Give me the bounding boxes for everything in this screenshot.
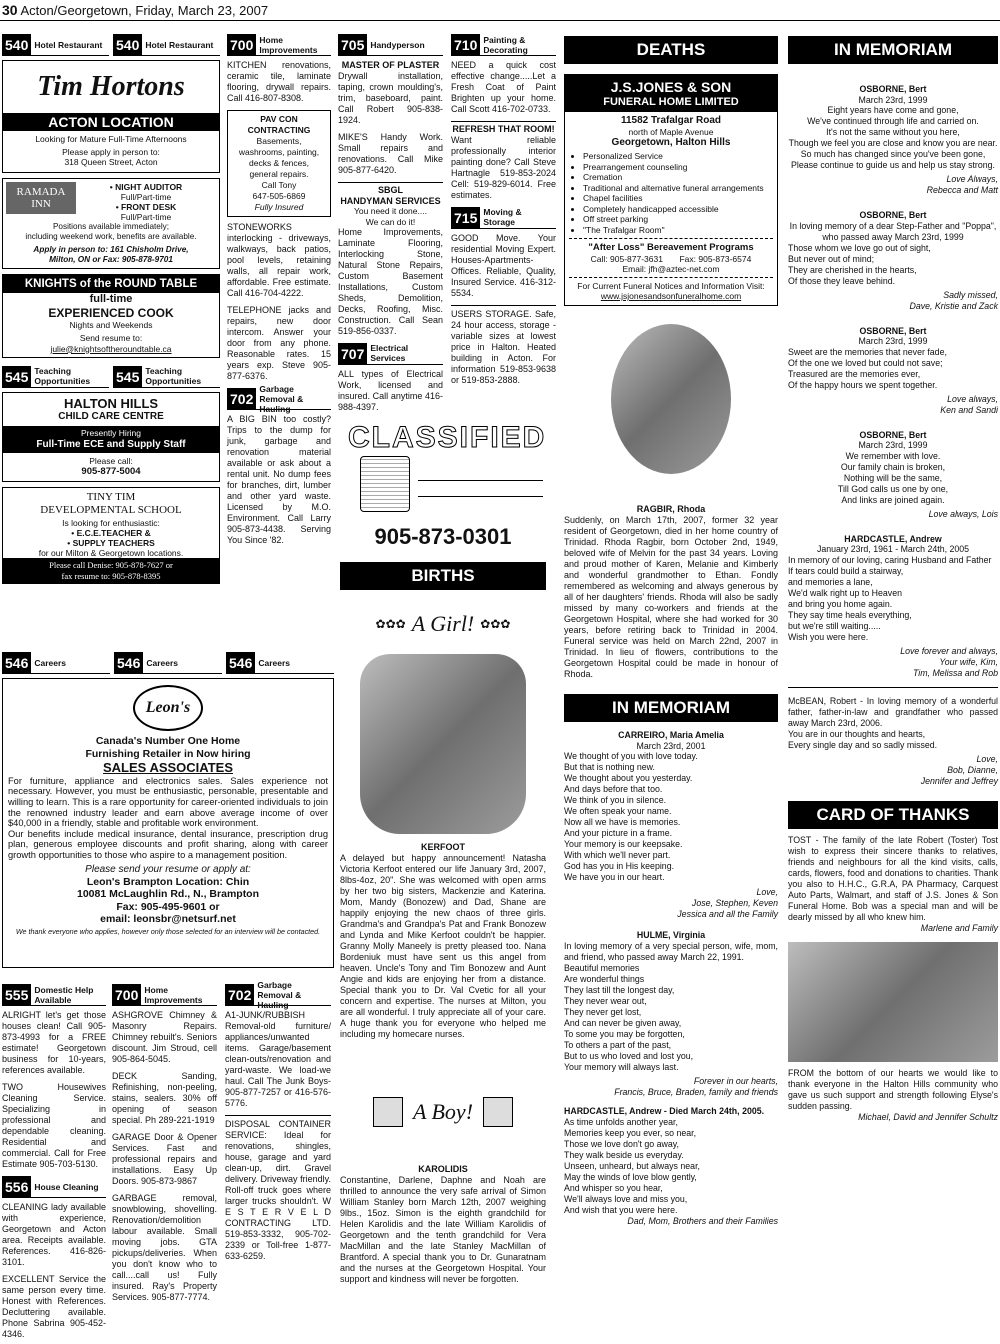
- poem-line: Beautiful memories: [564, 962, 640, 973]
- poem-line: Are wonderful things: [564, 973, 645, 984]
- memoriam-signature: Jennifer and Jeffrey: [920, 775, 998, 786]
- memoriam-date: January 23rd, 1961 - March 24th, 2005: [816, 544, 970, 555]
- ad-line: Send resume to:: [79, 333, 143, 344]
- ad-line: HALTON HILLS: [63, 395, 159, 411]
- ad-line: CONTRACTING: [247, 125, 311, 135]
- ramada-ad: [2, 178, 220, 269]
- poem-line: Unseen, unheard, but always near,: [564, 1160, 700, 1171]
- memoriam-poem: [788, 555, 998, 643]
- memoriam-signature: Bob, Dianne,: [947, 764, 998, 775]
- ad-line: Please call:: [89, 455, 133, 466]
- classified-ad: KITCHEN renovations, ceramic tile, laminate flooring, drywall repairs. Call 416-807-8308.: [227, 60, 331, 103]
- category-705: 705 Handyperson: [338, 34, 443, 56]
- col-deaths: [564, 36, 778, 1227]
- poem-line: They are cherished in the hearts,: [788, 264, 917, 275]
- header-text: Acton/Georgetown, Friday, March 23, 2007: [20, 3, 269, 18]
- classified-word: CLASSIFIED: [348, 421, 547, 454]
- service-item: • Cremation: [583, 172, 777, 183]
- ad-line: Full-Time ECE and Supply Staff: [3, 439, 219, 453]
- ad-line: Apply in person to: 161 Chisholm Drive,: [33, 245, 189, 254]
- memoriam-signature: Tim, Melissa and Rob: [913, 667, 998, 678]
- memoriam-signature: Love Always,: [946, 174, 998, 185]
- memoriam-name: HULME, Virginia: [636, 930, 706, 941]
- ad-line: • E.C.E.TEACHER &: [71, 527, 151, 538]
- classified-ad: CLEANING lady available with experience, Georgetown and Acton area. Receipts available. References. 416-826-3101.: [2, 1202, 106, 1267]
- poem-line: but we're still waiting.....: [788, 620, 881, 631]
- poem-line: And days before that too.: [564, 784, 663, 795]
- boy-label: A Boy!: [412, 1098, 474, 1124]
- ad-line: PAV CON: [260, 114, 298, 124]
- category-702: 702 Garbage Removal & Hauling: [227, 388, 331, 410]
- col-home-improvements-2: [112, 984, 217, 1309]
- classified-ad: DISPOSAL CONTAINER SERVICE: Ideal for renovations, shingles, house, garage and yard clean-up, dirt. Gravel delivery. Driveway friendly. Roll-off truck goes where larger trucks shouldn't. W E S T E R V E L D CONTRACTING LTD. 519-853-3332, 905-702-2339 or Toll-free 1-877-633-6259.: [225, 1115, 331, 1262]
- poem-line: Treasured are the memories ever,: [788, 368, 921, 379]
- ad-line: TINY TIM: [86, 491, 136, 504]
- poem-line: May the winds of love blow gently,: [564, 1171, 697, 1182]
- memoriam-signature: Jessica and all the Family: [677, 909, 778, 920]
- ad-line: fax resume to: 905-878-8395: [61, 570, 161, 581]
- poem-line: And links are joined again.: [841, 494, 945, 505]
- memoriam-poem: [564, 963, 778, 1073]
- memoriam-poem: [788, 451, 998, 506]
- poem-line: We thought about you yesterday.: [564, 773, 693, 784]
- memoriam-signature: Jose, Stephen, Keven: [691, 898, 778, 909]
- memoriam-signature: Dad, Mom, Brothers and their Families: [627, 1215, 778, 1226]
- classified-ad: GARAGE Door & Opener Services. Fast and professional repairs and installations. Easy Up Doors. 905-873-9867: [112, 1132, 217, 1186]
- tim-hortons-logo: Tim Hortons: [37, 71, 185, 102]
- classified-ad: ASHGROVE Chimney & Masonry Repairs. Chimney rebuilt's. Seniors discount. Jim Stroud, cell 905-864-5045.: [112, 1010, 217, 1064]
- category-556: 556 House Cleaning: [2, 1176, 106, 1198]
- website-link[interactable]: www.jsjonesandsonfuneralhome.com: [600, 291, 742, 302]
- girl-banner: [340, 606, 546, 642]
- blocks-icon: [373, 1097, 403, 1127]
- in-memoriam-heading: IN MEMORIAM: [564, 694, 778, 722]
- memoriam-name: CARREIRO, Maria Amelia: [618, 730, 724, 741]
- poem-line: Till God calls us one by one,: [837, 483, 949, 494]
- card-of-thanks-heading: CARD OF THANKS: [788, 801, 998, 829]
- memoriam-name: HARDCASTLE, Andrew: [844, 533, 942, 544]
- ad-title: HANDYMAN SERVICES: [340, 195, 441, 206]
- poem-line: Please continue to guide us and help us stay strong.: [791, 160, 995, 171]
- category-700: 700 Home Improvements: [227, 34, 331, 56]
- service-item: • Off street parking: [583, 214, 777, 225]
- classified-ad: A BIG BIN too costly? Trips to the dump for junk, garbage and renovation material available or ask about a rental unit. No dump fees for branches, dirt, lumber and other yard waste. Licensed by M.O. Environment. Call Larry 905-873-4438. Serving You Since '82.: [227, 414, 331, 545]
- poem-line: and bring you home again.: [788, 598, 893, 609]
- classified-ad: GARBAGE removal, snowblowing, shovelling. Renovation/demolition labour available. Small moving jobs. GTA pickups/deliveries. When you don't know who to call....call us! Fully insured. Ray's Property Services. 905-877-7774.: [112, 1193, 217, 1302]
- poem-line: They never get lost,: [564, 1006, 642, 1017]
- kerfoot-photo: [360, 654, 526, 834]
- page-header: [0, 0, 1000, 20]
- ad-line: 11582 Trafalgar Road: [620, 114, 722, 126]
- ramada-logo: RAMADA INN: [6, 182, 76, 214]
- memoriam-signature: Rebecca and Matt: [926, 185, 998, 196]
- ad-line: 318 Queen Street, Acton: [64, 157, 158, 168]
- ad-title: REFRESH THAT ROOM!: [451, 121, 556, 135]
- memoriam-signature: Forever in our hearts,: [693, 1075, 778, 1086]
- category-540: 540 Hotel Restaurant: [2, 34, 109, 56]
- poem-line: Sweet are the memories that never fade,: [788, 346, 947, 357]
- schultz-photo: [788, 942, 998, 1062]
- poem-line: In memory of our loving, caring Husband and Father: [788, 554, 992, 565]
- poem-line: Now all we have is memories.: [564, 817, 681, 828]
- classified-logo: [340, 420, 546, 520]
- tim-hortons-ad: [2, 60, 220, 173]
- category-710: 710 Painting & Decorating: [451, 34, 556, 56]
- memoriam-date: March 23rd, 1999: [858, 440, 928, 451]
- memoriam-signature: Love,: [756, 887, 778, 898]
- poem-line: They last till the longest day,: [564, 984, 675, 995]
- ad-line: 10081 McLaughlin Rd., N., Brampton: [76, 888, 260, 901]
- service-item: • Completely handicapped accessible: [583, 204, 777, 215]
- poem-line: But never out of mind;: [788, 253, 875, 264]
- ad-line: including weekend work, benefits are available.: [25, 232, 197, 242]
- poem-line: With which we'll never part.: [564, 850, 671, 861]
- poem-line: We think of you in silence.: [564, 795, 667, 806]
- category-546b: 546 Careers: [114, 652, 222, 674]
- memoriam-poem: [564, 751, 778, 883]
- ad-line: full-time: [89, 292, 133, 305]
- service-item: • "The Trafalgar Room": [583, 225, 777, 236]
- classified-ad: Home Improvements, Laminate Flooring, Interlocking Stone, Natural Stone Repairs, Custom Basement Installations, Custom Sheds, Demolition, Decks, Roofing, Misc. Construction. Call Sean 519-856-0337.: [338, 226, 443, 336]
- knights-ad: [2, 274, 220, 358]
- boy-banner: [340, 1082, 546, 1142]
- poem-line: And whisper so you hear,: [564, 1182, 663, 1193]
- col-home-improvements: [227, 34, 331, 552]
- poem-line: God has you in His keeping.: [564, 861, 675, 872]
- category-546a: 546 Careers: [2, 652, 110, 674]
- ad-line: Call: 905-877-3631 Fax: 905-873-6574: [590, 253, 752, 264]
- ad-line: You need it done....: [354, 206, 427, 217]
- poem-line: But to us who loved and lost you,: [564, 1050, 694, 1061]
- ad-line: Please apply in person to:: [62, 147, 160, 158]
- newspaper-icon: [360, 456, 410, 512]
- poem-line: As time unfolds another year,: [564, 1116, 678, 1127]
- memoriam-poem: [788, 243, 998, 287]
- email-link[interactable]: Email: jfh@aztec-net.com: [622, 263, 720, 274]
- ad-line: Leon's Brampton Location: Chin: [86, 875, 250, 888]
- memoriam-text: McBEAN, Robert - In loving memory of a wonderful father, father-in-law and grandfather who passed away March 23rd, 2006.: [788, 695, 998, 728]
- classified-ad: MIKE'S Handy Work. Small repairs and renovations. Call Mike 905-877-6420.: [338, 131, 443, 175]
- classified-ad: NEED a quick cost effective change.....Let a Fresh Coat of Paint Brighten up your home. Call Scott 416-702-0733.: [451, 60, 556, 114]
- ragbir-photo: [611, 324, 731, 474]
- memoriam-signature: Sadly missed,: [943, 289, 998, 300]
- ad-line: washrooms, painting,: [238, 147, 320, 157]
- kerfoot-announcement: A delayed but happy announcement! Natasha Victoria Kerfoot entered our life January 3rd, 2007, 8lbs-4oz, 20". She was welcomed with open arms by her two big sisters, Mackenzie and Katerina. Mom, Mandy (Bonozew) and Dad, Shane are happily enjoying the new chaos of three girls. Grandma's and Grandpa's Pat and Frank Bonozew and Lynda and Mike Kerfoot couldn't be happier. Granny Molly Maneely is pretty pleased too. Nana Bordeniuk must have sent us this angel from heaven. Uncle's Tony and Tim Bonozew and Aunt Angie and kids are enjoying her from a distance. Special thank you to Dr. Val Cvetic for all your concern and expertise. The nurses at Milton, you are all wonderful. I truly appreciate all of your care. A huge thank you for everyone who helped me including my homecare nurses.: [340, 853, 546, 1040]
- ad-line: DEVELOPMENTAL SCHOOL: [40, 504, 182, 517]
- in-memoriam-heading: IN MEMORIAM: [788, 36, 998, 64]
- ad-line: J.S.JONES & SON: [565, 75, 777, 96]
- job-type: Full/Part-time: [120, 212, 172, 223]
- blocks-icon: [483, 1097, 513, 1127]
- classified-ad: ALRIGHT let's get those houses clean! Call 905-873-4993 for a FREE estimate! Georgetown business for 10-years, references available.: [2, 1010, 106, 1075]
- tiny-tim-ad: [2, 487, 220, 584]
- ad-line: north of Maple Avenue: [628, 126, 714, 137]
- poem-line: Those we love don't go away,: [564, 1138, 679, 1149]
- ad-band: KNIGHTS of the ROUND TABLE: [3, 275, 219, 293]
- job-title: • NIGHT AUDITOR: [109, 181, 183, 192]
- paycon-ad: [227, 110, 331, 217]
- poem-line: And can never be given away,: [564, 1017, 682, 1028]
- memoriam-line: You are in our thoughts and hearts,: [788, 728, 926, 739]
- category-555: 555 Domestic Help Available: [2, 984, 106, 1006]
- classified-ad: TELEPHONE jacks and repairs, new door intercom. Answer your door from any phone. Reasonable rates. 15 years exp. Steve 905-877-6376.: [227, 305, 331, 381]
- memoriam-intro: In loving memory of a dear Step-Father and "Poppa", who passed away March 23rd, 1999: [789, 220, 997, 242]
- classified-ad: EXCELLENT Service the same person every time. Honest with References. Decluttering available. Phone Sabrina 905-452-4346.: [2, 1274, 106, 1339]
- col-handyperson-births: [338, 34, 556, 419]
- mcbean-notice: [788, 687, 998, 751]
- ad-line: for our Milton & Georgetown locations.: [38, 548, 184, 559]
- poem-line: They say time heals everything,: [788, 609, 912, 620]
- poem-line: We often speak your name.: [564, 806, 672, 817]
- classified-ad: TWO Housewives Cleaning Service. Specializing in professional and dependable cleaning. Residential and commercial. Call for Free Estimate 905-703-5130.: [2, 1082, 106, 1169]
- ad-line: Basements,: [256, 136, 302, 146]
- service-item: • Prearrangement counseling: [583, 162, 777, 173]
- classified-ad: ALL types of Electrical Work, licensed and insured. Call anytime 416-988-4397.: [338, 368, 443, 412]
- poem-line: If tears could build a stairway,: [788, 565, 904, 576]
- memoriam-poem: [788, 105, 998, 171]
- service-item: • Personalized Service: [583, 151, 777, 162]
- ad-title: MASTER OF PLASTER: [341, 60, 440, 70]
- memoriam-name: OSBORNE, Bert: [859, 84, 927, 94]
- memoriam-date: March 23rd, 1999: [858, 336, 928, 347]
- classified-ad: USERS STORAGE. Safe, 24 hour access, storage - variable sizes at lowest price in Halton. Heated building in Acton. For information 519-853-9638 or 519-853-2888.: [451, 305, 556, 386]
- ad-paragraph: Our benefits include medical insurance, dental insurance, prescription drug plan, generous employee discounts and profit sharing, along with career growth opportunities to those who aspire to a management position.: [8, 828, 328, 860]
- poem-line: They never wear out,: [564, 995, 647, 1006]
- col-domestic: [2, 984, 106, 1344]
- email-link[interactable]: julie@knightsoftheroundtable.ca: [50, 343, 172, 354]
- poem-line: To others a part of the past,: [564, 1039, 672, 1050]
- poem-line: Your memory is our keepsake.: [564, 839, 683, 850]
- col-garbage-2: [225, 979, 331, 1268]
- ad-line: Please call Denise: 905-878-7627 or: [49, 560, 173, 571]
- careers-546: [2, 652, 334, 973]
- memoriam-name: OSBORNE, Bert: [859, 429, 927, 440]
- leons-logo: Leon's: [133, 685, 203, 731]
- memoriam-date: March 23rd, 1999: [858, 94, 928, 105]
- flower-icon: ✿✿✿: [375, 617, 406, 632]
- ad-line: EXPERIENCED COOK: [48, 305, 174, 320]
- ad-line: CHILD CARE CENTRE: [58, 411, 164, 423]
- service-item: • Chapel facilities: [583, 193, 777, 204]
- poem-line: But that is nothing new.: [564, 762, 655, 773]
- col-memoriam: [788, 36, 998, 1123]
- ad-line: Canada's Number One Home: [95, 735, 241, 747]
- leons-ad: [2, 678, 334, 968]
- memoriam-signature: Your wife, Kim,: [939, 656, 998, 667]
- deaths-heading: DEATHS: [564, 36, 778, 64]
- memoriam-line: Every single day and so sadly missed.: [788, 739, 938, 750]
- page-number: 30: [2, 2, 18, 18]
- poem-line: We have you in our heart.: [564, 872, 665, 883]
- poem-line: And wish that you were here.: [564, 1204, 678, 1215]
- job-title: • FRONT DESK: [115, 201, 177, 212]
- poem-line: Those whom we love go out of sight,: [788, 242, 931, 253]
- classified-ad: Want reliable professionally interior painting done? Call Steve Hartnagle 519-853-2024 Cell: 519-829-6014. Free estimates.: [451, 134, 556, 200]
- service-item: • Traditional and alternative funeral arrangements: [583, 183, 777, 194]
- birth-name: KERFOOT: [421, 842, 465, 853]
- category-546c: 546 Careers: [226, 652, 334, 674]
- flower-icon: ✿✿✿: [480, 617, 511, 632]
- poem-line: So much has changed since you've been gone,: [800, 149, 986, 160]
- ad-line: SALES ASSOCIATES: [102, 760, 234, 776]
- ad-line: Positions available immediately;: [52, 222, 170, 232]
- classified-ad: STONEWORKS interlocking - driveways, walkways, back patios, pool levels, retaining walls, all repair work, affordable. Free estimate. Call 416-704-4222.: [227, 222, 331, 298]
- category-545b: 545 Teaching Opportunities: [113, 366, 220, 388]
- obituary-text: Suddenly, on March 17th, 2007, former 32 year resident of Georgetown, died in her home country of Trinidad. Rhoda Ragbir, born October 2nd, 1949, beloved wife of Melvin for the past 34 years. Loving and proud mother of Karen, Melanie and Kimberly and wonderful grandmother to Ethan. Fondly remembered as welcoming and always generous by all of her daughters' friends. Rhoda will also be sadly missed by many co-workers and friends at the Georgetown Hospital, where she had worked for 30 years, before retiring back to Trinidad in 2004. Funeral service was held on March 22nd, 2007 in Trinidad. In lieu of flowers, contributions to the Georgetown Hospital could be made in honour of Rhoda.: [564, 515, 778, 680]
- category-545: 545 Teaching Opportunities: [2, 366, 109, 388]
- memoriam-signature: Love forever and always,: [900, 645, 998, 656]
- ad-line: We thank everyone who applies, however only those selected for an interview will be contacted.: [15, 926, 321, 936]
- poem-line: We've continued through life and carried on.: [807, 116, 979, 127]
- ad-line: general repairs.: [249, 169, 309, 179]
- births-section: [340, 420, 546, 1291]
- thanks-signature: Marlene and Family: [920, 922, 998, 933]
- ad-title: SBGL: [377, 184, 403, 195]
- ad-line: "After Loss" Bereavement Programs: [588, 242, 754, 254]
- poem-line: Nothing will be the same,: [843, 472, 943, 483]
- poem-line: Though we feel you are close and know you are near.: [788, 138, 998, 149]
- ad-line: Nights and Weekends: [69, 320, 153, 331]
- birth-name: KAROLIDIS: [418, 1164, 468, 1175]
- ad-line: Milton, ON or Fax: 905-878-9701: [49, 254, 173, 264]
- memoriam-poem: [564, 1117, 778, 1216]
- poem-line: We'll always love and miss you,: [564, 1193, 688, 1204]
- classified-ad: A1-JUNK/RUBBISH Removal-old furniture/ appliances/unwanted items. Garage/basement clean-outs/renovation and yard-waste. We load-we haul. Call The Junk Boys-905-877-7257 or 416-576-5776.: [225, 1010, 331, 1108]
- thanks-text: FROM the bottom of our hearts we would like to thank everyone in the Halton Hills community who gave us such support and strength following Elyse's sudden passing.: [788, 1067, 998, 1111]
- ad-line: We can do it!: [365, 216, 416, 227]
- ad-line: decks & fences,: [248, 158, 309, 168]
- job-type: Full/Part-time: [120, 191, 172, 202]
- ad-line: email: leonsbr@netsurf.net: [100, 913, 236, 926]
- poem-line: We remember with love.: [845, 450, 941, 461]
- memoriam-poem: [788, 347, 998, 391]
- ad-line: Georgetown, Halton Hills: [611, 137, 731, 149]
- services-list: [565, 151, 777, 235]
- poem-line: We thought of you with love today.: [564, 751, 698, 762]
- col-careers: [2, 34, 220, 589]
- category-715: 715 Moving & Storage: [451, 207, 556, 229]
- poem-line: Of the one we loved but could not save;: [788, 357, 943, 368]
- header-rule: [0, 20, 1000, 21]
- poem-line: Wish you were here.: [788, 631, 869, 642]
- category-540b: 540 Hotel Restaurant: [113, 34, 220, 56]
- memoriam-date: March 23rd, 2001: [636, 740, 706, 751]
- memoriam-signature: Francis, Bruce, Braden, family and friends: [614, 1086, 778, 1097]
- classified-ad: DECK Sanding, Refinishing, non-peeling, stains, sealers. 30% off opening of season special. Ph 289-221-1919: [112, 1071, 217, 1125]
- poem-line: Our family chain is broken,: [840, 461, 946, 472]
- ad-line: Looking for Mature Full-Time Afternoons: [35, 134, 187, 144]
- births-heading: BIRTHS: [340, 562, 546, 590]
- poem-line: They walk beside us everyday.: [564, 1149, 684, 1160]
- poem-line: Eight years have come and gone,: [827, 105, 959, 116]
- ad-line: 647-505-6869: [252, 191, 306, 201]
- ad-paragraph: For furniture, appliance and electronics sales. Sales experience not necessary. However, you must be enthusiastic, personable, presentable and willing to learn. This is a rare opportunity for career-oriented individuals to join the renowned industry leader and earn above average income of over $40,000 in a friendly, stable and profitable work environment.: [8, 775, 328, 829]
- memoriam-name: OSBORNE, Bert: [859, 210, 927, 221]
- ad-line: Fully Insured: [254, 202, 304, 212]
- poem-line: Memories keep you ever, so near,: [564, 1127, 697, 1138]
- memoriam-intro: In loving memory of a very special person, wife, mom, and friend, who passed away March 22, 1991.: [564, 940, 778, 962]
- poem-line: And your picture in a frame.: [564, 828, 673, 839]
- memoriam-signature: Love always,: [947, 393, 998, 404]
- poem-line: To some you may be forgotten,: [564, 1028, 685, 1039]
- karolidis-announcement: Constantine, Darlene, Daphne and Noah are thrilled to announce the very safe arrival of Simon William Stanley born March 12th, 2007 weighing 9lbs., 15oz. Simon is the eighth grandchild for Helen Karolidis and the late William Karolidis of Georgetown and the tenth grandchild for Vera MacMillan and the late Stanley MacMillan of Brantford. A special thank you to Dr. Gunaratnam and the nurses at the Georgetown Hospital. Your support and kindness will never be forgotten.: [340, 1174, 546, 1284]
- ad-line: 905-877-5004: [81, 465, 141, 477]
- ad-line: Is looking for enthusiastic:: [62, 517, 160, 528]
- poem-line: We'd walk right up to Heaven: [788, 587, 902, 598]
- memoriam-signature: Dave, Kristie and Zack: [909, 300, 998, 311]
- ad-line: • SUPPLY TEACHERS: [67, 537, 155, 548]
- classified-ad: GOOD Move. Your residential Moving Expert. Houses-Apartments- Offices. Reliable, Quality, Insured Service. 416-312-5534.: [451, 232, 556, 298]
- ad-line: Fax: 905-495-9601 or: [116, 900, 220, 913]
- ad-line: Please send your resume or apply at:: [85, 863, 251, 875]
- poem-line: and memories a lane,: [788, 576, 873, 587]
- memoriam-name: HARDCASTLE, Andrew - Died March 24th, 2005.: [564, 1105, 765, 1116]
- ad-line: Furnishing Retailer in Now hiring: [85, 747, 251, 760]
- ad-band: ACTON LOCATION: [3, 113, 219, 131]
- poem-line: Your memory will always last.: [564, 1061, 679, 1072]
- category-707: 707 Electrical Services: [338, 343, 443, 365]
- thanks-signature: Michael, David and Jennifer Schultz: [858, 1111, 998, 1122]
- obituary-name: RAGBIR, Rhoda: [636, 504, 706, 515]
- category-702b: 702 Garbage Removal & Hauling: [225, 984, 331, 1006]
- ad-line: Call Tony: [261, 180, 297, 190]
- classified-ad: Drywall installation, taping, crown moulding's, trim, baseboard, paint. Call Robert 905-838-1924.: [338, 70, 443, 125]
- poem-line: Of those they leave behind.: [788, 275, 896, 286]
- memoriam-signature: Love,: [976, 753, 998, 764]
- memoriam-signature: Ken and Sandi: [940, 404, 998, 415]
- funeral-home-ad: [564, 74, 778, 306]
- ad-line: For Current Funeral Notices and Information Visit:: [577, 280, 765, 291]
- poem-line: Of the happy hours we spent together.: [788, 379, 938, 390]
- memoriam-signature: Love always, Lois: [928, 508, 998, 519]
- poem-line: It's not the same without you here,: [826, 127, 960, 138]
- thanks-text: TOST - The family of the late Robert (Toster) Tost wish to express their sincere thanks to relatives, friends and neighbours for all the kind visits, calls, cards, flowers, food and donations to charities. Thank you also to H.H.C., G.R.A, PA Pharmacy, Carquest Auto Parts, Walmart, and staff of J.S. Jones & Son Funeral Home. Bob was a special man and will be dearly missed by all who knew him.: [788, 834, 998, 922]
- girl-label: A Girl!: [411, 611, 475, 637]
- halton-childcare-ad: [2, 392, 220, 482]
- memoriam-name: OSBORNE, Bert: [859, 325, 927, 336]
- ad-line: Presently Hiring: [3, 426, 219, 438]
- category-700b: 700 Home Improvements: [112, 984, 217, 1006]
- classified-phone: 905-873-0301: [374, 524, 512, 549]
- ad-line: FUNERAL HOME LIMITED: [565, 96, 777, 112]
